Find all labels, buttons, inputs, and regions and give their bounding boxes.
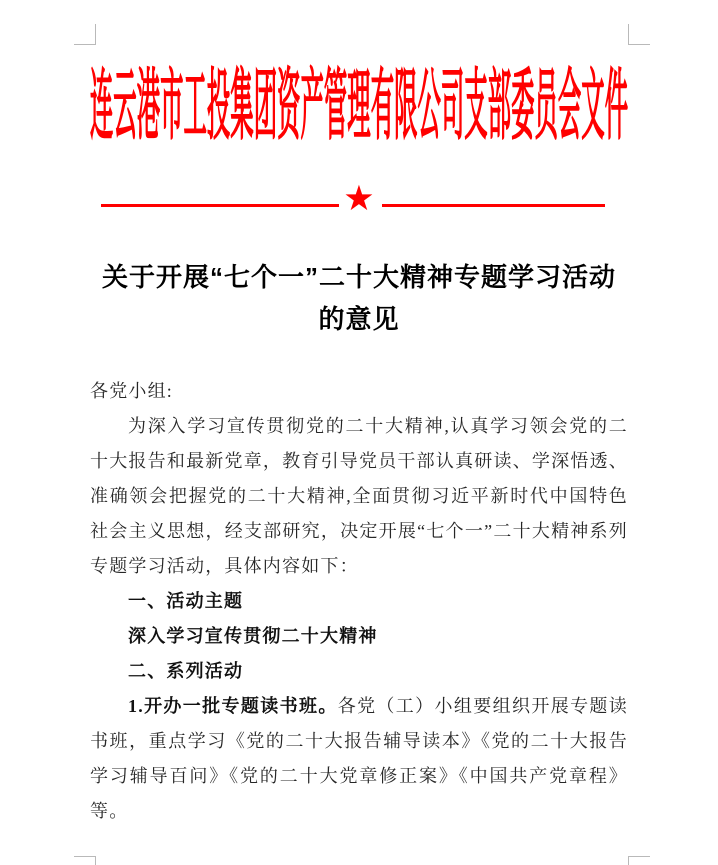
activity-theme: 深入学习宣传贯彻二十大精神 — [128, 626, 378, 646]
item-1-paragraph — [90, 689, 628, 829]
intro-paragraph: 为深入学习宣传贯彻党的二十大精神,认真学习领会党的二十大报告和最新党章，教育引导党员干部认真研读、学深悟透、准确领会把握党的二十大精神,全面贯彻习近平新时代中国特色社会主义思想，经支部研究，决定开展“七个一”二十大精神系列专题学习活动，具体内容如下： — [90, 416, 628, 576]
document-body — [90, 374, 628, 829]
letterhead — [0, 61, 718, 149]
text-boundary-mark-bottom-right — [628, 856, 650, 865]
salutation: 各党小组: — [90, 381, 174, 401]
red-divider-line-right — [382, 204, 605, 207]
document-title-line2: 的意见 — [318, 304, 400, 334]
text-boundary-mark-bottom-left — [74, 856, 96, 865]
star-icon: ★ — [343, 179, 375, 219]
document-title-line1: 关于开展“七个一”二十大精神专题学习活动 — [101, 262, 616, 292]
text-boundary-mark-top-left — [74, 24, 96, 45]
letterhead-org-title: 连云港市工投集团资产管理有限公司支部委员会文件 — [89, 61, 629, 149]
section-heading-1: 一、活动主题 — [128, 591, 244, 611]
red-divider-line-left — [101, 204, 339, 207]
document-title — [0, 256, 718, 340]
item-1-text: 各党（工）小组要组织开展专题读书班，重点学习《党的二十大报告辅导读本》《党的二十大报告学习辅导百问》《党的二十大党章修正案》《中国共产党章程》等。 — [90, 696, 628, 821]
section-heading-2: 二、系列活动 — [128, 661, 244, 681]
item-1-lead: 1.开办一批专题读书班。 — [128, 696, 338, 716]
text-boundary-mark-top-right — [628, 24, 650, 45]
